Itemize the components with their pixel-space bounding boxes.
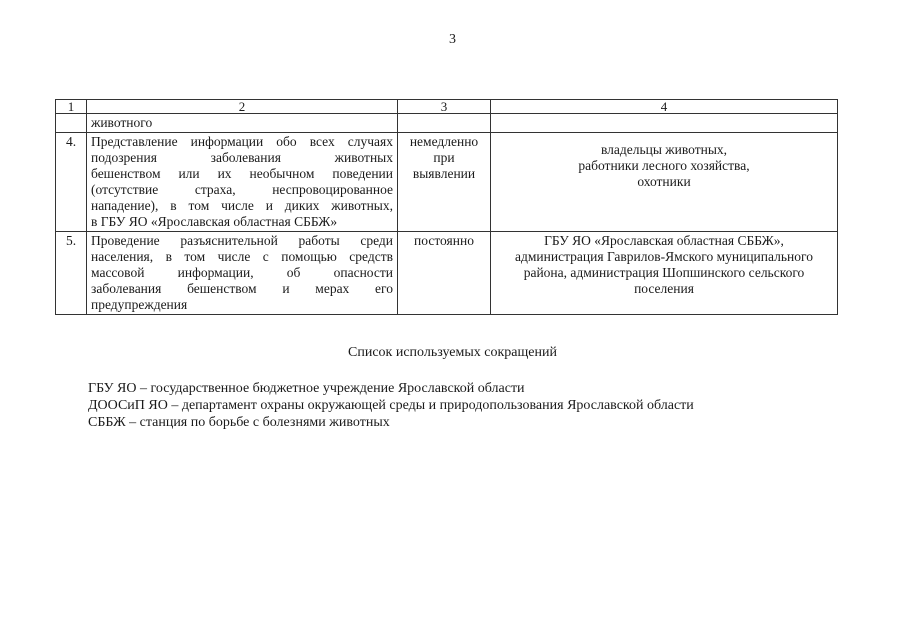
abbreviation-item: ДООСиП ЯО – департамент охраны окружающей среды и природопользования Ярославской области: [88, 398, 694, 413]
row-4-desc-line: Представление информации обо всех случаях: [91, 134, 393, 149]
table-row-continuation: [56, 114, 838, 133]
row-5-term-line: постоянно: [414, 233, 474, 248]
row-4-desc-line: (отсутствие страха, неспровоцированное: [91, 182, 393, 197]
row-4-desc: [87, 133, 398, 232]
abbreviation-item: ГБУ ЯО – государственное бюджетное учреждение Ярославской области: [88, 381, 525, 396]
measures-table: [55, 99, 838, 315]
row-5-exec-line: ГБУ ЯО «Ярославская областная СББЖ»,: [544, 233, 784, 248]
page-number: 3: [449, 32, 456, 47]
row-4-desc-line: бешенством или их необычном поведении: [91, 166, 393, 181]
abbreviations-title: Список используемых сокращений: [348, 345, 557, 360]
cell-exec: [491, 114, 838, 133]
cell-term: [398, 114, 491, 133]
row-4-term-line: немедленно: [409, 134, 479, 149]
table-row-4: [56, 133, 838, 232]
row-5-desc-line: массовой информации, об опасности: [91, 265, 393, 280]
row-4-term-line: при: [433, 150, 455, 165]
header-col-4: 4: [491, 100, 838, 114]
abbreviation-item: СББЖ – станция по борьбе с болезнями животных: [88, 415, 390, 430]
continuation-text: животного: [91, 115, 153, 130]
row-4-exec-line: владельцы животных,: [600, 142, 728, 157]
header-col-1: 1: [56, 100, 87, 114]
row-5-exec-line: района, администрация Шопшинского сельского: [523, 265, 805, 280]
row-5-exec-line: администрация Гаврилов-Ямского муниципального: [515, 249, 813, 264]
row-4-desc-last: в ГБУ ЯО «Ярославская областная СББЖ»: [91, 214, 338, 229]
row-5-desc-last: предупреждения: [91, 297, 188, 312]
header-col-2: 2: [87, 100, 398, 114]
row-4-num: 4.: [56, 133, 87, 232]
row-4-desc-line: нападение), в том числе и диких животных,: [91, 198, 393, 213]
cell-desc: [87, 114, 398, 133]
table-row-5: [56, 232, 838, 315]
row-5-desc: [87, 232, 398, 315]
abbreviations-list: [88, 380, 694, 431]
row-4-exec: [491, 133, 838, 232]
header-col-3: 3: [398, 100, 491, 114]
row-5-exec-line: поселения: [634, 281, 694, 296]
row-4-exec-line: охотники: [637, 174, 691, 189]
row-5-term: [398, 232, 491, 315]
row-4-term-line: выявлении: [412, 166, 476, 181]
row-5-num: 5.: [56, 232, 87, 315]
row-4-exec-line: работники лесного хозяйства,: [578, 158, 750, 173]
row-4-term: [398, 133, 491, 232]
row-5-desc-line: заболевания бешенством и мерах его: [91, 281, 393, 296]
table-header-row: [56, 100, 838, 114]
row-5-desc-line: населения, в том числе с помощью средств: [91, 249, 393, 264]
cell-num: [56, 114, 87, 133]
row-4-desc-line: подозрения заболевания животных: [91, 150, 393, 165]
row-5-exec: [491, 232, 838, 315]
row-5-desc-line: Проведение разъяснительной работы среди: [91, 233, 393, 248]
